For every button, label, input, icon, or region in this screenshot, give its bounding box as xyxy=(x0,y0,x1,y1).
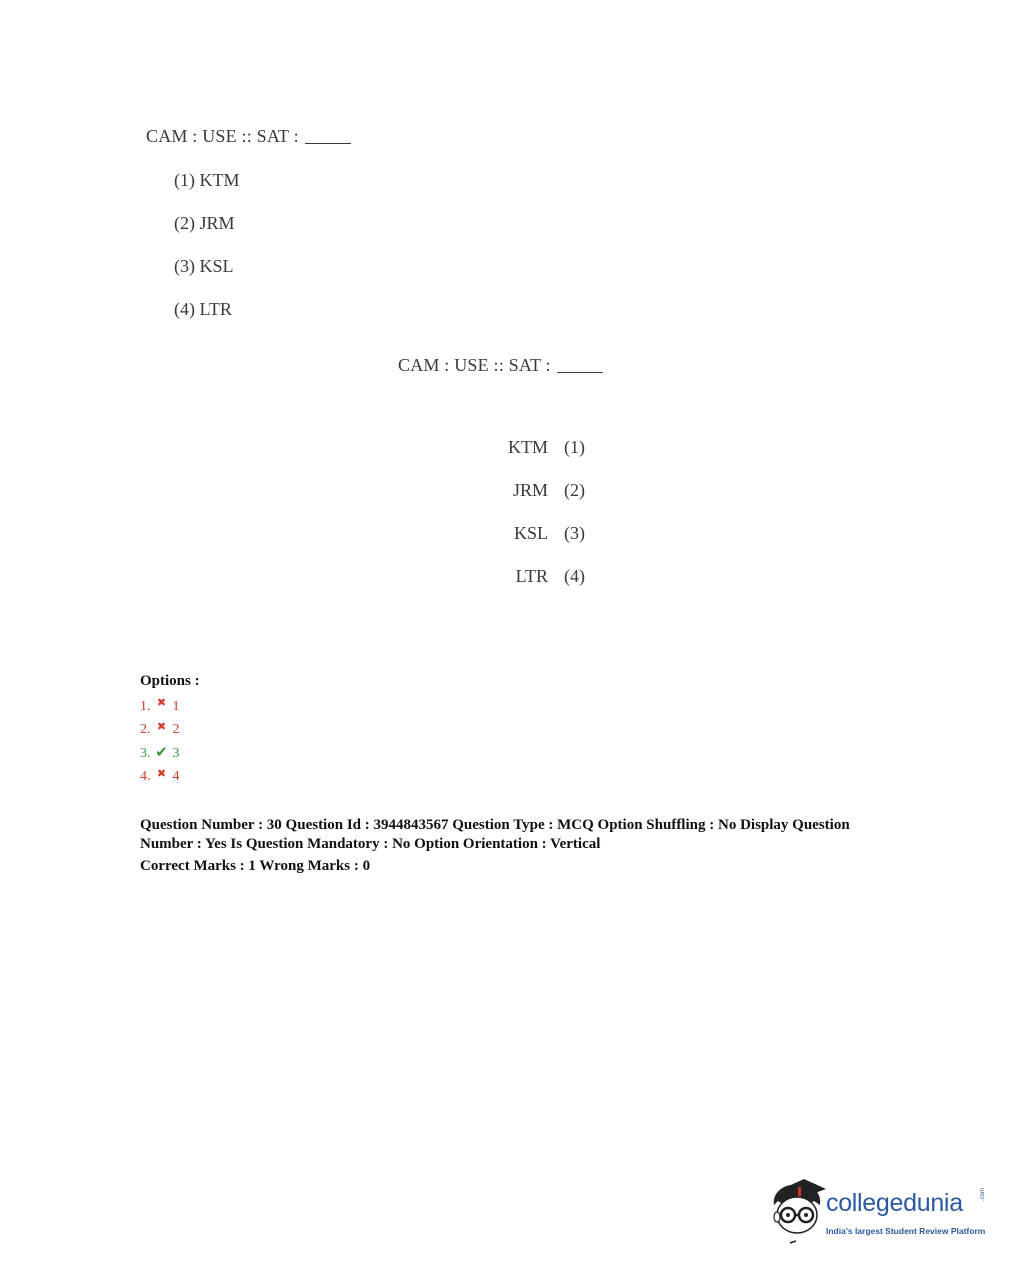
collegedunia-logo xyxy=(768,1175,998,1245)
logo-tagline: India's largest Student Review Platform xyxy=(826,1226,986,1236)
answer-item xyxy=(140,742,180,766)
option-text: KTM xyxy=(508,437,548,457)
answer-value: 1 xyxy=(172,698,180,714)
option-number: (4) xyxy=(564,566,585,586)
answer-index: 4. xyxy=(140,769,151,785)
question-text-2 xyxy=(398,355,603,376)
logo-wordmark: collegedunia xyxy=(826,1189,963,1217)
answer-value: 2 xyxy=(172,722,180,738)
answer-index: 3. xyxy=(140,745,151,761)
marks-line: Correct Marks : 1 Wrong Marks : 0 xyxy=(140,858,371,874)
question-option: (1) KTM xyxy=(174,170,240,190)
option-number: (2) xyxy=(564,480,585,500)
answer-index: 2. xyxy=(140,722,151,738)
answer-value: 3 xyxy=(172,745,180,761)
answer-index: 1. xyxy=(140,698,151,714)
question-text-1 xyxy=(146,126,351,147)
logo-suffix: .com xyxy=(980,1187,986,1201)
question-metadata xyxy=(140,816,900,876)
answer-item xyxy=(140,695,180,719)
answer-item xyxy=(140,766,180,790)
option-text: KSL xyxy=(513,523,548,543)
question-title: CAM : USE :: SAT : xyxy=(398,355,551,375)
cross-icon: ✖ xyxy=(156,766,167,780)
question-options-1 xyxy=(174,170,240,342)
mascot-icon xyxy=(768,1175,828,1245)
answer-item xyxy=(140,719,180,743)
question-option xyxy=(490,480,585,523)
answer-list xyxy=(140,695,180,789)
option-text: LTR xyxy=(515,566,548,586)
option-number: (3) xyxy=(564,523,585,543)
question-option: (2) JRM xyxy=(174,213,235,233)
check-icon: ✔ xyxy=(155,742,168,761)
answer-value: 4 xyxy=(172,769,180,785)
answer-blank xyxy=(305,143,351,144)
question-options-2 xyxy=(490,437,585,609)
cross-icon: ✖ xyxy=(156,719,167,733)
question-option: (3) KSL xyxy=(174,256,234,276)
cross-icon: ✖ xyxy=(156,696,167,710)
options-heading: Options : xyxy=(140,673,200,689)
question-title: CAM : USE :: SAT : xyxy=(146,126,299,146)
option-text: JRM xyxy=(512,480,548,500)
question-option xyxy=(490,566,585,609)
question-option xyxy=(490,523,585,566)
question-meta-line: Question Number : 30 Question Id : 3944843567 Question Type : MCQ Option Shuffling : No Display Question Number : Yes Is Question Mandatory : No Option Orientation : Vertical xyxy=(140,817,850,852)
question-option: (4) LTR xyxy=(174,299,232,319)
answer-blank xyxy=(557,372,603,373)
option-number: (1) xyxy=(564,437,585,457)
question-option xyxy=(490,437,585,480)
